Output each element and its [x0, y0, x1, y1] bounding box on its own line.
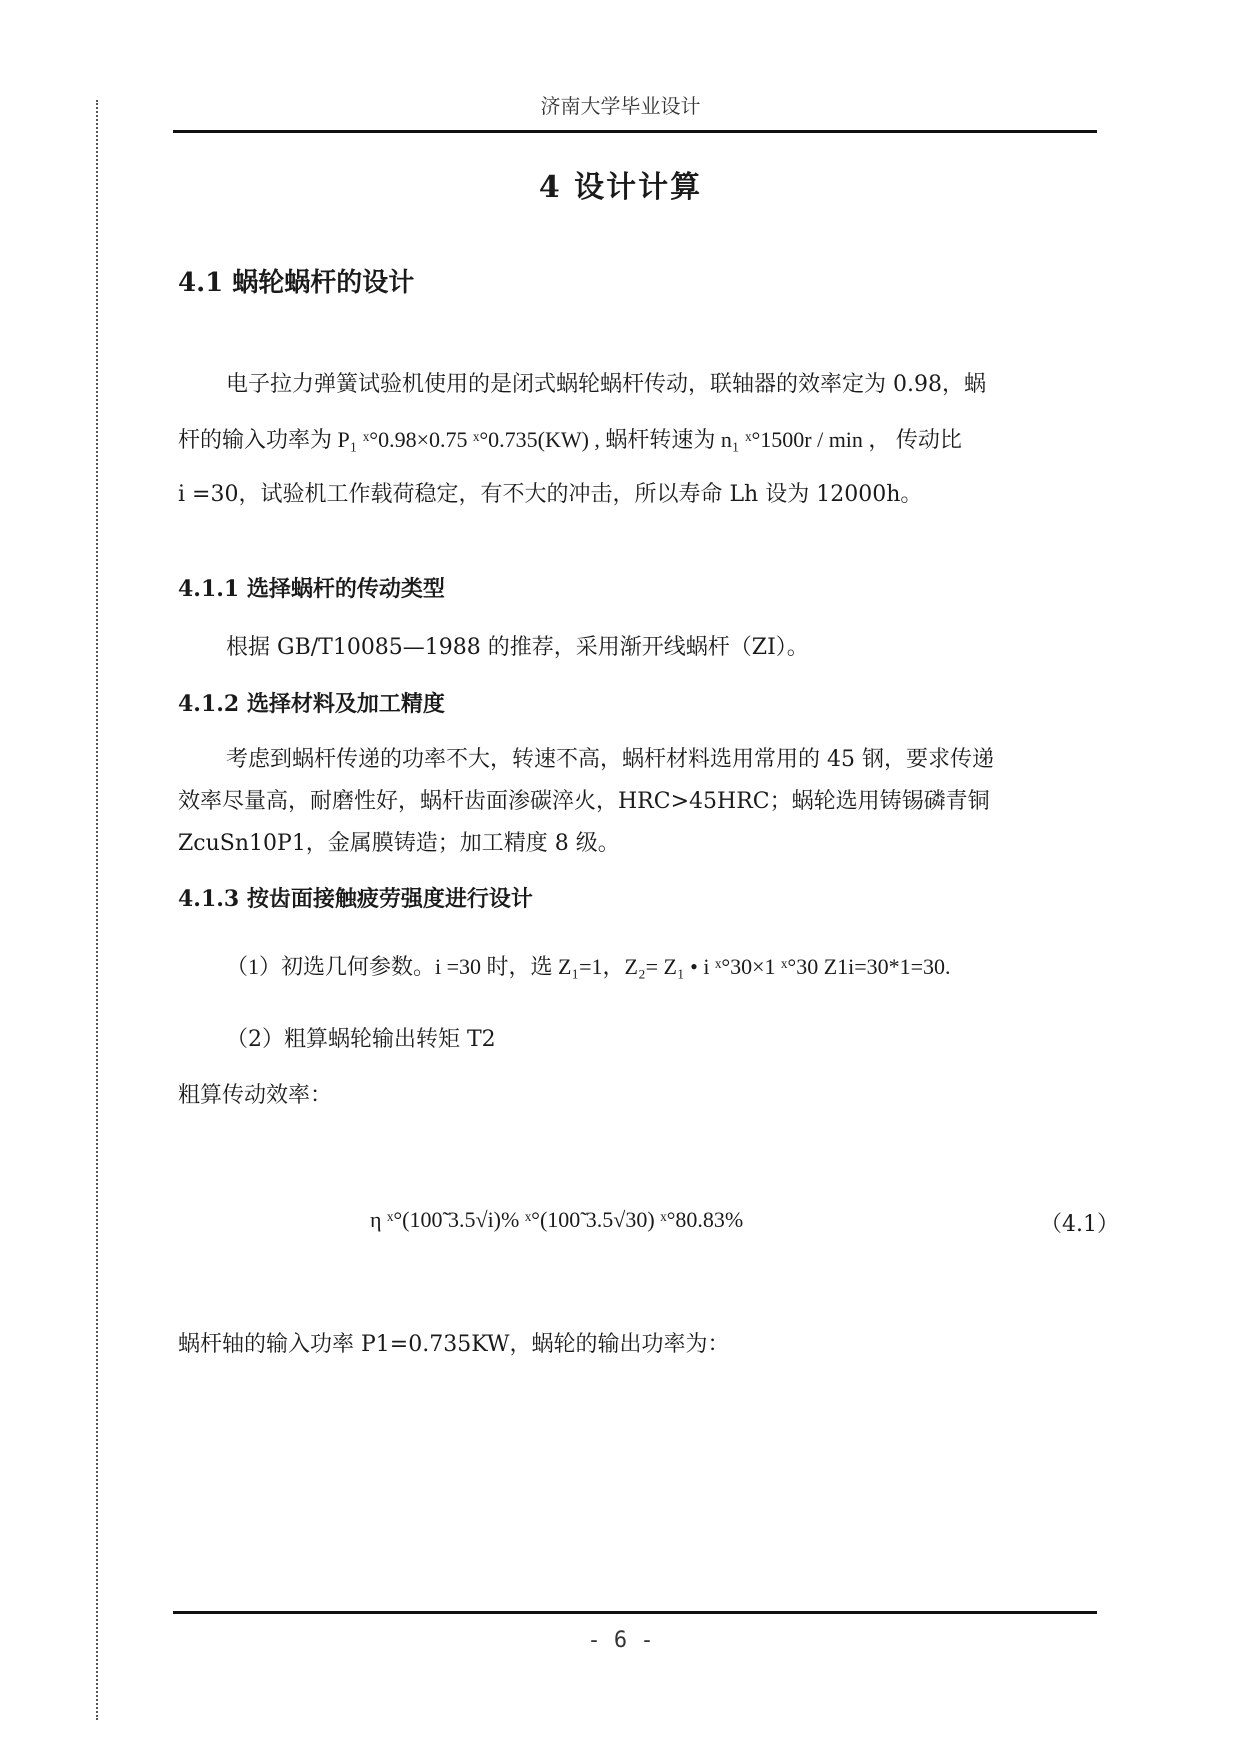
subsection-4-1-2-line-3: ZcuSn10P1，金属膜铸造；加工精度 8 级。	[178, 831, 620, 856]
subsection-heading-4-1-1: 4.1.1 选择蜗杆的传动类型	[178, 576, 445, 602]
footer-rule	[173, 1611, 1097, 1614]
running-header: 济南大学毕业设计	[540, 94, 701, 118]
binding-dotted-line	[96, 100, 98, 1720]
chapter-title: 4 设计计算	[538, 170, 703, 205]
intro-line-1: 电子拉力弹簧试验机使用的是闭式蜗轮蜗杆传动，联轴器的效率定为 0.98，蜗	[226, 372, 986, 397]
step-1-initial-parameters: （1）初选几何参数。i =30 时，选 Z₁=1，Z₂= Z₁ • i ˣ°30×1 ˣ°30 Z1i=30*1=30.	[226, 954, 951, 979]
subsection-heading-4-1-3: 4.1.3 按齿面接触疲劳强度进行设计	[178, 886, 533, 912]
efficiency-label: 粗算传动效率：	[178, 1083, 333, 1108]
subsection-heading-4-1-2: 4.1.2 选择材料及加工精度	[178, 691, 445, 717]
subsection-4-1-2-line-1: 考虑到蜗杆传递的功率不大，转速不高，蜗杆材料选用常用的 45 钢，要求传递	[226, 747, 994, 772]
intro-line-3: i =30，试验机工作载荷稳定，有不大的冲击，所以寿命 Lh 设为 12000h。	[178, 482, 923, 507]
page-number: - 6 -	[587, 1628, 654, 1653]
header-rule	[173, 130, 1097, 133]
step-2-output-torque: （2）粗算蜗轮输出转矩 T2	[226, 1027, 496, 1052]
subsection-4-1-1-text: 根据 GB/T10085—1988 的推荐，采用渐开线蜗杆（ZI）。	[226, 635, 809, 660]
closing-paragraph: 蜗杆轴的输入功率 P1=0.735KW，蜗轮的输出功率为：	[178, 1332, 730, 1357]
subsection-4-1-2-line-2: 效率尽量高，耐磨性好，蜗杆齿面渗碳淬火，HRC>45HRC；蜗轮选用铸锡磷青铜	[178, 789, 990, 814]
section-heading: 4.1 蜗轮蜗杆的设计	[178, 268, 415, 298]
efficiency-equation: η ˣ°(100̃ 3.5√i)% ˣ°(100̃ 3.5√30) ˣ°80.83%	[370, 1207, 744, 1232]
equation-number: （4.1）	[1040, 1212, 1119, 1237]
intro-line-2: 杆的输入功率为 P₁ ˣ°0.98×0.75 ˣ°0.735(KW) , 蜗杆转速为 n₁ ˣ°1500r / min ， 传动比	[178, 427, 962, 452]
